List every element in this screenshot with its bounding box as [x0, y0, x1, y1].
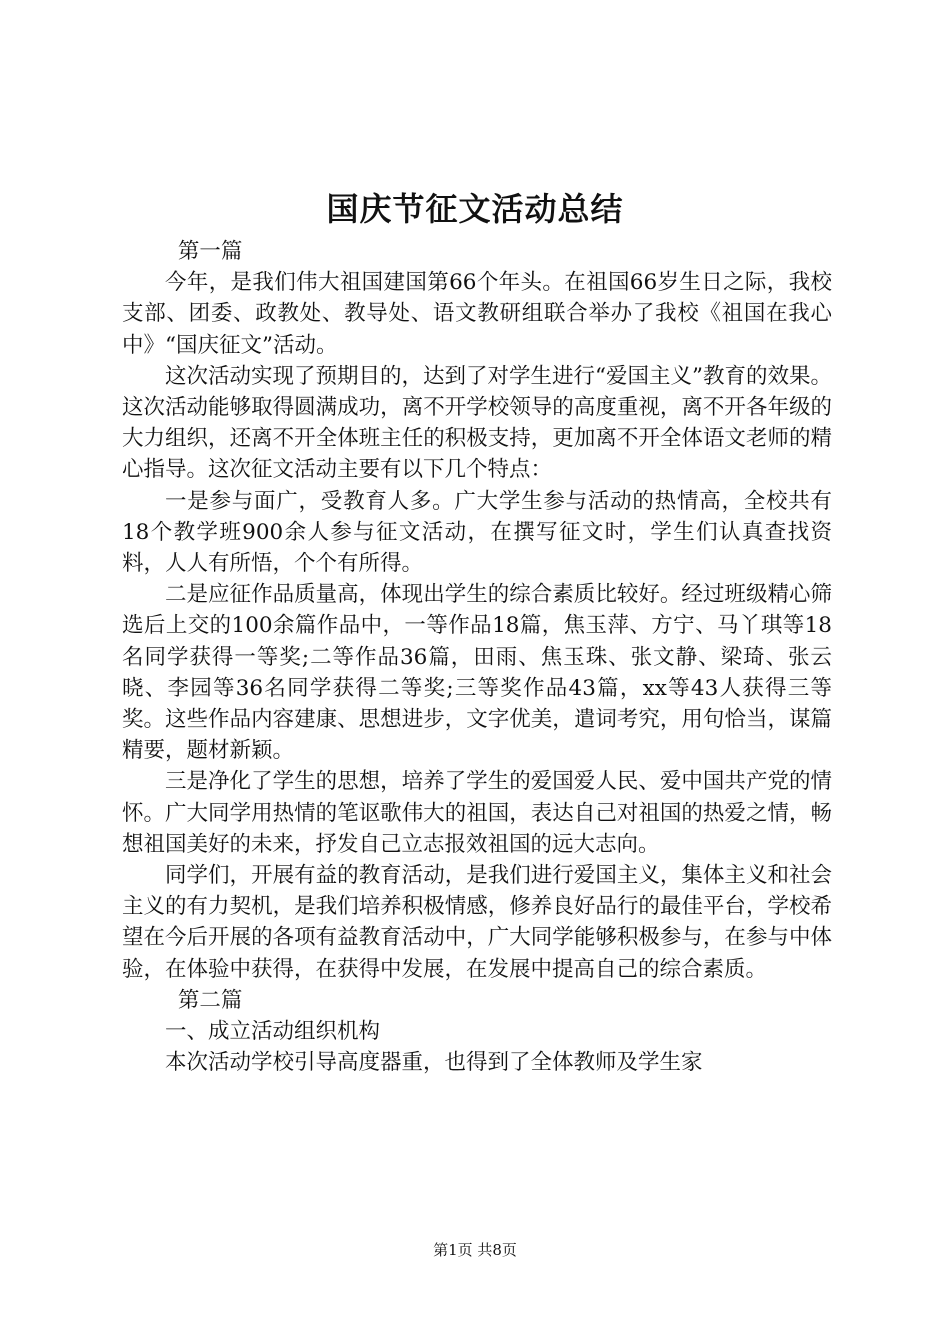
section-heading-2: 第二篇 [177, 987, 243, 1013]
paragraph: 一是参与面广，受教育人多。广大学生参与活动的热情高，全校共有18个教学班900余人参与征文活动，在撰写征文时，学生们认真查找资料，人人有所悟，个个有所得。 [122, 488, 832, 577]
paragraph: 二是应征作品质量高，体现出学生的综合素质比较好。经过班级精心筛选后上交的100余篇作品中，一等作品18篇，焦玉萍、方宁、马丫琪等18名同学获得一等奖;二等作品36篇，田雨、焦玉珠、张文静、梁琦、张云晓、李园等36名同学获得二等奖;三等奖作品43篇，xx等43人获得三等奖。这些作品内容建康、思想进步，文字优美，遣词考究，用句恰当，谋篇精要，题材新颖。 [122, 582, 832, 764]
paragraph: 本次活动学校引导高度器重，也得到了全体教师及学生家 [165, 1050, 703, 1076]
paragraph: 这次活动实现了预期目的，达到了对学生进行“爱国主义”教育的效果。这次活动能够取得圆满成功，离不开学校领导的高度重视，离不开各年级的大力组织，还离不开全体班主任的积极支持，更加离不开全体语文老师的精心指导。这次征文活动主要有以下几个特点： [122, 363, 832, 483]
document-title: 国庆节征文活动总结 [326, 190, 624, 228]
page-footer: 第1页 共8页 [433, 1241, 517, 1259]
document-body [122, 236, 832, 1078]
section-heading-1: 第一篇 [177, 239, 243, 264]
paragraph: 三是净化了学生的思想，培养了学生的爱国爱人民、爱中国共产党的情怀。广大同学用热情的笔讴歌伟大的祖国，表达自己对祖国的热爱之情，畅想祖国美好的未来，抒发自己立志报效祖国的远大志向。 [122, 769, 832, 857]
paragraph: 今年，是我们伟大祖国建国第66个年头。在祖国66岁生日之际，我校支部、团委、政教处、教导处、语文教研组联合举办了我校《祖国在我心中》“国庆征文”活动。 [122, 270, 832, 358]
paragraph: 同学们，开展有益的教育活动，是我们进行爱国主义，集体主义和社会主义的有力契机，是我们培养积极情感，修养良好品行的最佳平台，学校希望在今后开展的各项有益教育活动中，广大同学能够积极参与，在参与中体验，在体验中获得，在获得中发展，在发展中提高自己的综合素质。 [122, 863, 832, 982]
subheading: 一、成立活动组织机构 [165, 1019, 381, 1045]
